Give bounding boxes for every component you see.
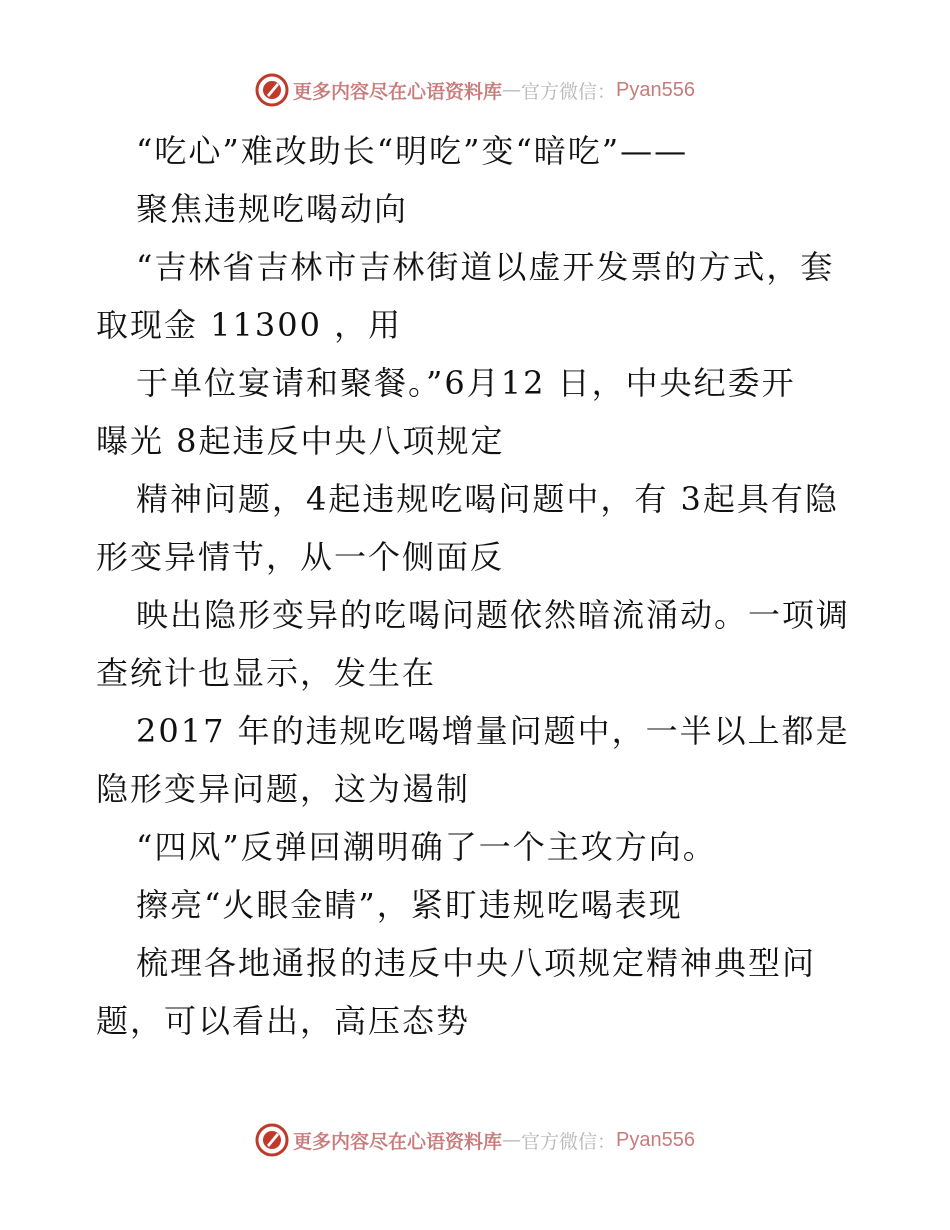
document-body	[96, 122, 856, 1050]
paragraph-line: 精神问题，4起违规吃喝问题中，有 3起具有隐	[136, 480, 839, 518]
banner-title: 更多内容尽在心语资料库	[293, 1130, 503, 1153]
paragraph-line: 取现金 11300 ，用	[96, 306, 403, 344]
paragraph-line: 形变异情节，从一个侧面反	[96, 538, 505, 576]
banner-separator: —	[502, 79, 522, 101]
banner-wechat-id: Pyan556	[616, 78, 695, 101]
paragraph-line: 于单位宴请和聚餐。”6月12 日，中央纪委开	[136, 364, 796, 402]
banner-subtitle: 官方微信：	[521, 80, 617, 103]
paragraph-line: 曝光 8起违反中央八项规定	[96, 422, 505, 460]
brand-logo-icon	[255, 1123, 289, 1157]
subheading-line: 聚焦违规吃喝动向	[136, 190, 409, 228]
heading-line: “吃心”难改助长“明吃”变“暗吃”——	[136, 132, 689, 170]
paragraph-line: “四风”反弹回潮明确了一个主攻方向。	[136, 828, 717, 866]
section-heading-line: 擦亮“火眼金睛”，紧盯违规吃喝表现	[136, 886, 683, 924]
paragraph-line: 映出隐形变异的吃喝问题依然暗流涌动。一项调	[136, 596, 851, 634]
banner-subtitle: 官方微信：	[521, 1130, 617, 1153]
brand-logo-icon	[255, 73, 289, 107]
paragraph-line: 题，可以看出，高压态势	[96, 1002, 471, 1040]
paragraph-line: “吉林省吉林市吉林街道以虚开发票的方式，套	[136, 248, 835, 286]
paragraph-line: 梳理各地通报的违反中央八项规定精神典型问	[136, 944, 817, 982]
banner-separator: —	[502, 1129, 522, 1151]
paragraph-line: 隐形变异问题，这为遏制	[96, 770, 471, 808]
header-banner	[0, 70, 950, 110]
paragraph-line: 查统计也显示，发生在	[96, 654, 437, 692]
banner-wechat-id: Pyan556	[616, 1128, 695, 1151]
footer-banner	[0, 1120, 950, 1160]
paragraph-line: 2017 年的违规吃喝增量问题中，一半以上都是	[136, 712, 850, 750]
banner-title: 更多内容尽在心语资料库	[293, 80, 503, 103]
